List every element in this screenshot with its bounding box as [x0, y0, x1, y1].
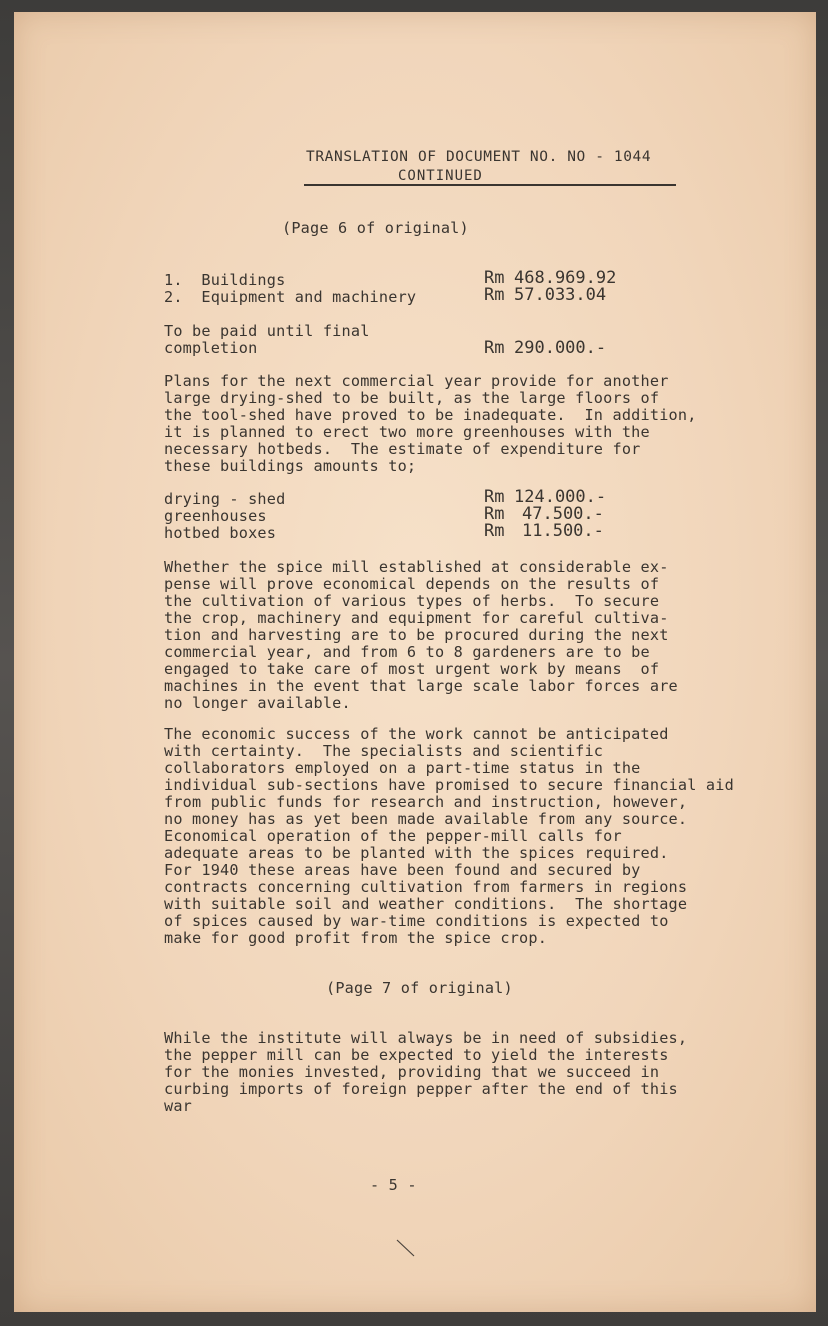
text-line: For 1940 these areas have been found and secured by	[164, 861, 641, 879]
text-line: contracts concerning cultivation from farmers in regions	[164, 878, 688, 896]
text-line: no longer available.	[164, 694, 351, 712]
currency-mark: Rm	[484, 521, 505, 541]
text-line: war	[164, 1097, 193, 1115]
text-line: of spices caused by war-time conditions is expected to	[164, 912, 669, 930]
text-line: pense will prove economical depends on the results of	[164, 575, 660, 593]
text-line: engaged to take care of most urgent work by means of	[164, 660, 660, 678]
text-line: the crop, machinery and equipment for careful cultiva-	[164, 609, 669, 627]
currency-mark: Rm	[484, 504, 505, 524]
estimate-item-drying-shed: drying - shed	[164, 490, 286, 508]
document-subtitle: CONTINUED	[398, 168, 483, 184]
text-line: Whether the spice mill established at considerable ex-	[164, 558, 669, 576]
text-line: for the monies invested, providing that we succeed in	[164, 1063, 660, 1081]
text-line: from public funds for research and instruction, however,	[164, 793, 688, 811]
text-line: large drying-shed to be built, as the large floors of	[164, 389, 660, 407]
text-line: with certainty. The specialists and scientific	[164, 742, 604, 760]
pencil-mark-icon	[394, 1237, 418, 1259]
final-line-2: completion	[164, 339, 258, 357]
document-title: TRANSLATION OF DOCUMENT NO. NO - 1044	[306, 149, 652, 165]
cost-amount-buildings: 468.969.92	[514, 268, 617, 288]
estimate-item-hotbed-boxes: hotbed boxes	[164, 524, 277, 542]
text-line: it is planned to erect two more greenhouses with the	[164, 423, 650, 441]
text-line: the pepper mill can be expected to yield the interests	[164, 1046, 669, 1064]
cost-amount-equipment: 57.033.04	[514, 285, 607, 305]
text-line: The economic success of the work cannot be anticipated	[164, 725, 669, 743]
page7-label: (Page 7 of original)	[326, 979, 513, 997]
text-line: make for good profit from the spice crop.	[164, 929, 548, 947]
text-line: curbing imports of foreign pepper after the end of this	[164, 1080, 678, 1098]
cost-item-buildings: 1. Buildings	[164, 271, 286, 289]
text-line: individual sub-sections have promised to secure financial aid	[164, 776, 734, 794]
text-line: commercial year, and from 6 to 8 gardeners are to be	[164, 643, 650, 661]
currency-mark: Rm	[484, 268, 505, 288]
text-line: the cultivation of various types of herbs. To secure	[164, 592, 660, 610]
document-page	[14, 12, 816, 1312]
currency-mark: Rm	[484, 285, 505, 305]
currency-mark: Rm	[484, 338, 505, 358]
estimate-amount-drying-shed: 124.000.-	[514, 487, 607, 507]
text-line: While the institute will always be in need of subsidies,	[164, 1029, 688, 1047]
text-line: these buildings amounts to;	[164, 457, 417, 475]
text-line: tion and harvesting are to be procured during the next	[164, 626, 669, 644]
text-line: Plans for the next commercial year provide for another	[164, 372, 669, 390]
cost-item-equipment: 2. Equipment and machinery	[164, 288, 417, 306]
currency-mark: Rm	[484, 487, 505, 507]
final-line-1: To be paid until final	[164, 322, 370, 340]
text-line: Economical operation of the pepper-mill calls for	[164, 827, 622, 845]
text-line: collaborators employed on a part-time status in the	[164, 759, 641, 777]
estimate-item-greenhouses: greenhouses	[164, 507, 267, 525]
text-line: necessary hotbeds. The estimate of expenditure for	[164, 440, 641, 458]
page-number: - 5 -	[370, 1176, 417, 1194]
text-line: the tool-shed have proved to be inadequate. In addition,	[164, 406, 697, 424]
text-line: adequate areas to be planted with the spices required.	[164, 844, 669, 862]
text-line: with suitable soil and weather conditions. The shortage	[164, 895, 688, 913]
estimate-amount-hotbed-boxes: 11.500.-	[522, 521, 604, 541]
final-amount: 290.000.-	[514, 338, 607, 358]
header-rule	[304, 184, 676, 186]
page6-label: (Page 6 of original)	[282, 219, 469, 237]
text-line: machines in the event that large scale labor forces are	[164, 677, 678, 695]
text-line: no money has as yet been made available from any source.	[164, 810, 688, 828]
estimate-amount-greenhouses: 47.500.-	[522, 504, 604, 524]
